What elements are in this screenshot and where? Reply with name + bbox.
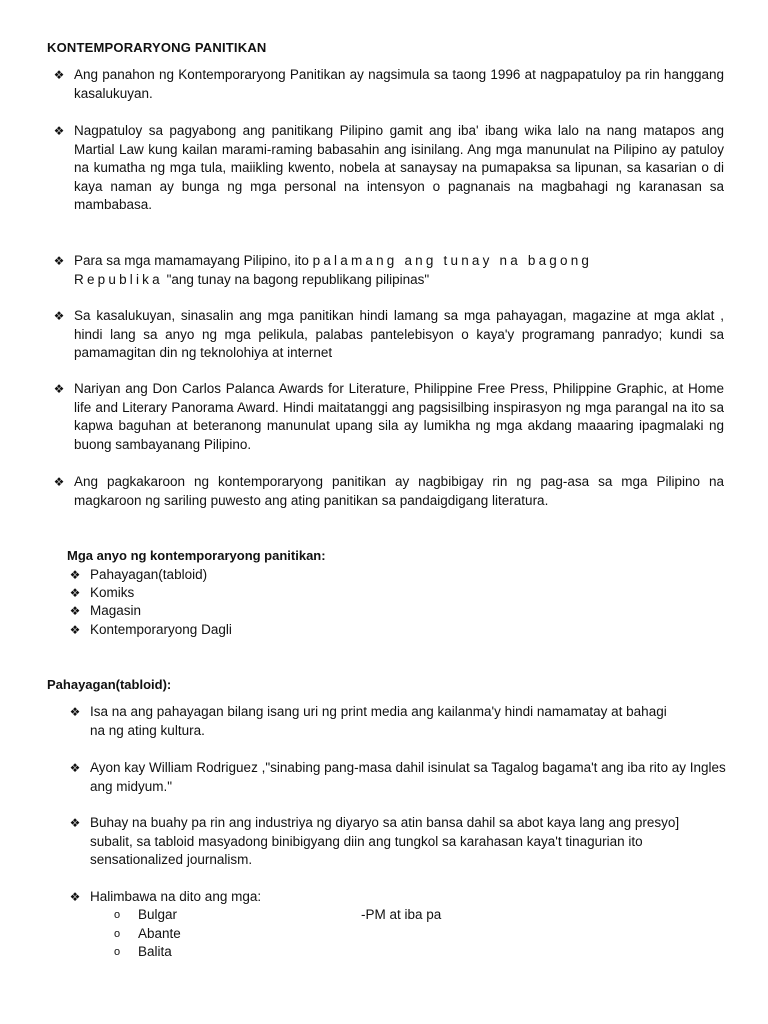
diamond-bullet-icon: ❖ xyxy=(69,816,81,830)
diamond-bullet-icon: ❖ xyxy=(69,705,81,719)
list-item-text: Pahayagan(tabloid) xyxy=(90,567,208,582)
bullet-text: Ayon kay William Rodriguez ,"sinabing pang-masa dahil isinulat sa Tagalog bagama't ang iba rito ay Ingles ang midyum." xyxy=(90,760,726,794)
diamond-bullet-icon: ❖ xyxy=(69,761,81,775)
diamond-bullet-icon: ❖ xyxy=(53,68,65,82)
example-text: Balita xyxy=(138,944,172,959)
list-item-text: Magasin xyxy=(90,603,142,618)
examples-note xyxy=(361,906,501,925)
bullet-text: Nagpatuloy sa pagyabong ang panitikang Pilipino gamit ang iba' ibang wika lalo na nang matapos ang Martial Law kung kailan marami-raming babasahin ang isinilang. Ang mga manunulat na Pilipino ay patuloy na kumatha ng mga tula, maiikling kwento, nobela at sanaysay na pumapaksa sa lipunan, sa kasarian o di kaya naman ay bunga ng mga personal na intensyon o pagnanais na magbahagi ng karanasan sa mambabasa. xyxy=(74,123,724,212)
circle-bullet-icon: o xyxy=(114,928,121,940)
example-text: Bulgar xyxy=(138,907,178,922)
diamond-bullet-icon: ❖ xyxy=(69,604,81,618)
tabloid-heading: Pahayagan(tabloid): xyxy=(47,677,172,692)
diamond-bullet-icon: ❖ xyxy=(69,890,81,904)
diamond-bullet-icon: ❖ xyxy=(69,586,81,600)
bullet-text: Halimbawa na dito ang mga: xyxy=(90,889,262,904)
bullet-text: Buhay na buahy pa rin ang industriya ng diyaryo sa atin bansa dahil sa abot kaya lang ang presyo] subalit, sa tabloid masyadong binibigyang diin ang tungkol sa karahasan kaya't tinagurian ito sensationalized journalism. xyxy=(90,815,680,867)
list-item-text: Komiks xyxy=(90,585,135,600)
diamond-bullet-icon: ❖ xyxy=(53,475,65,489)
bullet-text-spaced-republika: Republika xyxy=(74,271,163,287)
forms-heading: Mga anyo ng kontemporaryong panitikan: xyxy=(67,548,326,563)
page-title: KONTEMPORARYONG PANITIKAN xyxy=(47,40,267,55)
diamond-bullet-icon: ❖ xyxy=(53,309,65,323)
bullet-text-spaced: palamang ang tunay na bagong xyxy=(312,253,593,268)
bullet-text: Ang pagkakaroon ng kontemporaryong panitikan ay nagbibigay rin ng pag-asa sa mga Pilipino na magkaroon ng sariling puwesto ang ating panitikan sa pandaigdigang literatura. xyxy=(74,474,724,508)
circle-bullet-icon: o xyxy=(114,909,121,921)
circle-bullet-icon: o xyxy=(114,946,121,958)
bullet-text-quote: "ang tunay na bagong republikang pilipinas" xyxy=(166,271,430,287)
diamond-bullet-icon: ❖ xyxy=(53,254,65,268)
example-text: Abante xyxy=(138,926,181,941)
bullet-text xyxy=(74,252,724,289)
list-item-text: Kontemporaryong Dagli xyxy=(90,622,232,637)
bullet-text-part-a: Para sa mga mamamayang Pilipino, ito xyxy=(74,253,309,268)
bullet-text: Sa kasalukuyan, sinasalin ang mga panitikan hindi lamang sa mga pahayagan, magazine at mga aklat , hindi lang sa anyo ng mga pelikula, palabas pantelebisyon o kaya'y programang panradyo; kundi sa pamamagitan din ng teknolohiya at internet xyxy=(74,308,724,360)
diamond-bullet-icon: ❖ xyxy=(69,568,81,582)
bullet-text: Nariyan ang Don Carlos Palanca Awards for Literature, Philippine Free Press, Philippine Graphic, at Home life and Literary Panorama Award. Hindi maitatanggi ang pagsisilbing inspirasyon ng mga parangal na ito sa kapwa baguhan at beteranong manunulat upang sila ay lumikha ng mga akdang maaaring ipagmalaki ng buong sambayanang Pilipino. xyxy=(74,381,724,452)
diamond-bullet-icon: ❖ xyxy=(53,382,65,396)
examples-note-text: -PM at iba pa xyxy=(361,907,442,922)
bullet-text: Ang panahon ng Kontemporaryong Panitikan ay nagsimula sa taong 1996 at nagpapatuloy pa rin hanggang kasalukuyan. xyxy=(74,67,724,101)
diamond-bullet-icon: ❖ xyxy=(69,623,81,637)
diamond-bullet-icon: ❖ xyxy=(53,124,65,138)
bullet-text: Isa na ang pahayagan bilang isang uri ng print media ang kailanma'y hindi namamatay at bahagi na ng ating kultura. xyxy=(90,704,667,738)
